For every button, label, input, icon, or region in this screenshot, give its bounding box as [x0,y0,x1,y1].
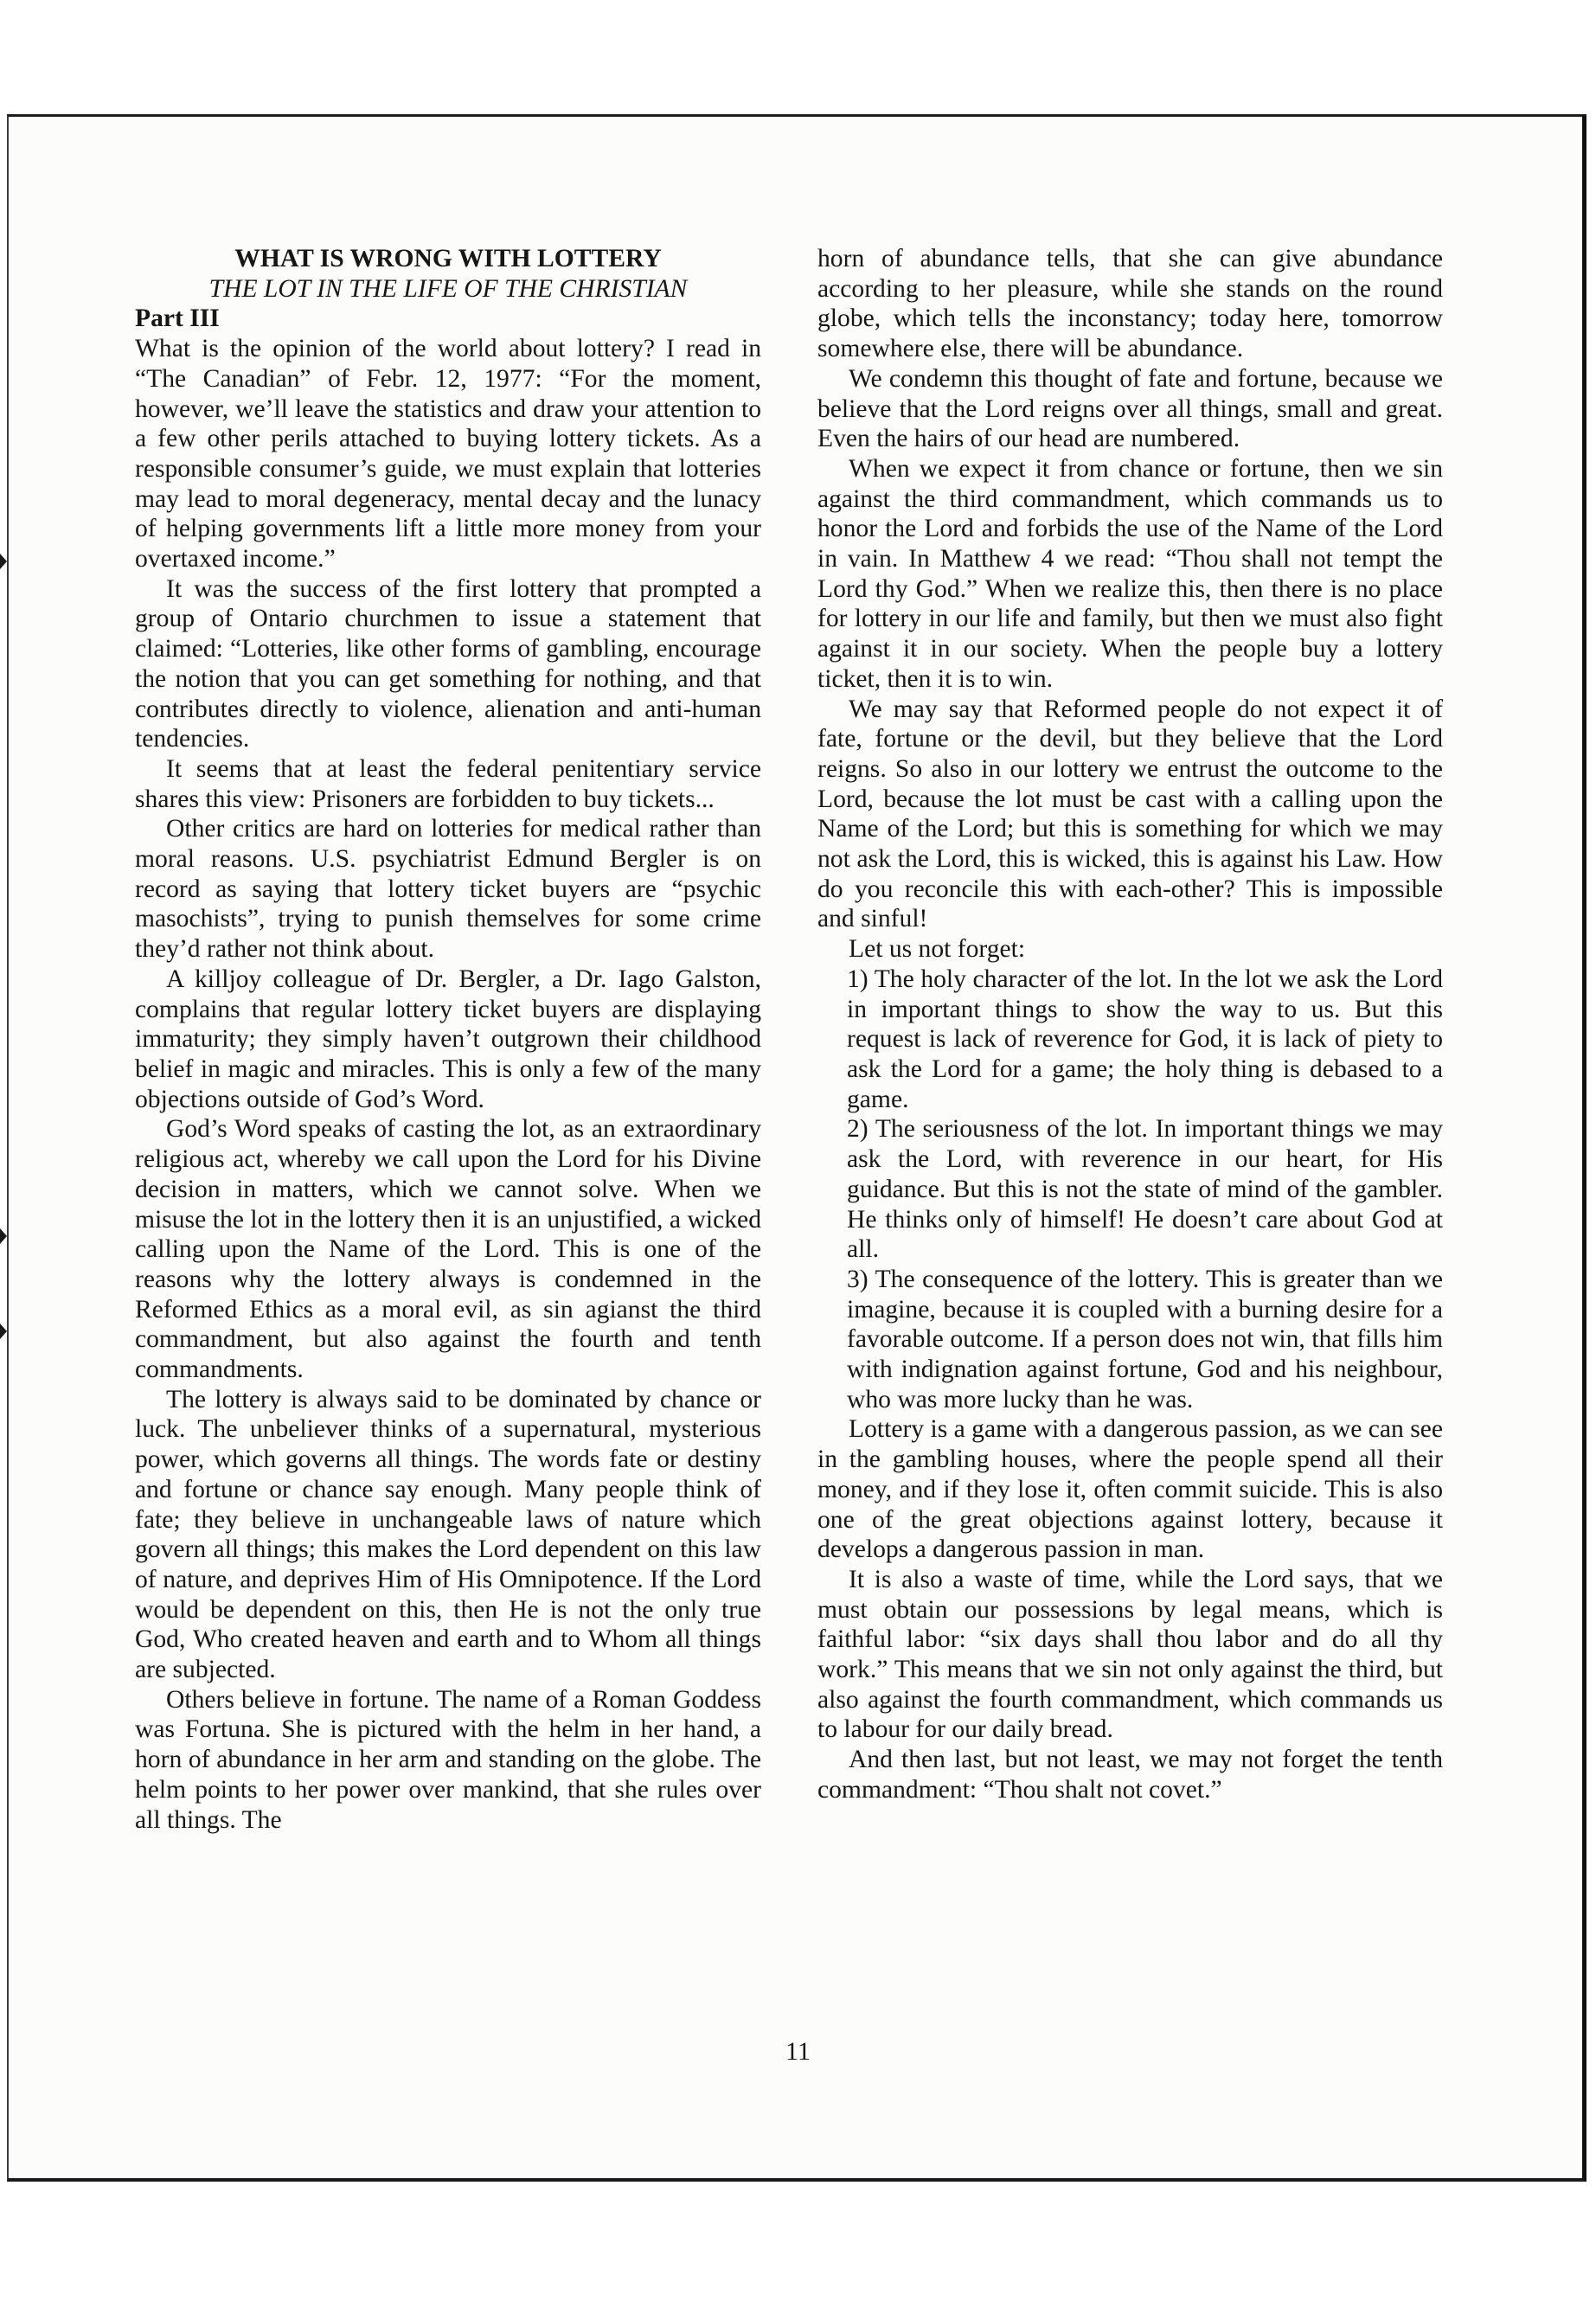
paragraph: We condemn this thought of fate and fortune, because we believe that the Lord reigns over all things, small and great. Even the hairs of our head are numbered. [817,364,1443,453]
paragraph: We may say that Reformed people do not expect it of fate, fortune or the devil, but they believe that the Lord reigns. So also in our lottery we entrust the outcome to the Lord, because the lot must be cast with a calling upon the Name of the Lord; but this is something for which we may not ask the Lord, this is wicked, this is against his Law. How do you reconcile this with each-other? This is impossible and sinful! [817,695,1443,933]
list-item: 3) The consequence of the lottery. This is greater than we imagine, because it is coupled with a burning desire for a favorable outcome. If a person does not win, that fills him with indignation against fortune, God and his neighbour, who was more lucky than he was. [847,1265,1443,1413]
paragraph: And then last, but not least, we may not forget the tenth commandment: “Thou shalt not covet.” [817,1746,1443,1804]
paragraph: When we expect it from chance or fortune, then we sin against the third commandment, which commands us to honor the Lord and forbids the use of the Name of the Lord in vain. In Matthew 4 we read: “Thou shall not tempt the Lord thy God.” When we realize this, then there is no place for lottery in our life and family, but then we must also fight against it in our society. When the people buy a lottery ticket, then it is to win. [817,454,1443,693]
paragraph: What is the opinion of the world about lottery? I read in “The Canadian” of Febr. 12, 1977: “For the moment, however, we’ll leave the statistics and draw your attention to a few other perils attached to buying lottery tickets. As a responsible consumer’s guide, we must explain that lotteries may lead to moral degeneracy, mental decay and the lunacy of helping governments lift a little more money from your overtaxed income.” [135,335,761,574]
paragraph: Others believe in fortune. The name of a Roman Goddess was Fortuna. She is pictured with the helm in her hand, a horn of abundance in her arm and standing on the globe. The helm points to her power over mankind, that she rules over all things. The [135,1685,761,1834]
paragraph: A killjoy colleague of Dr. Bergler, a Dr. Iago Galston, complains that regular lottery ticket buyers are displaying immaturity; they simply haven’t outgrown their childhood belief in magic and miracles. This is only a few of the many objections outside of God’s Word. [135,965,761,1113]
paragraph: The lottery is always said to be dominated by chance or luck. The unbeliever thinks of a supernatural, mysterious power, which governs all things. The words fate or destiny and fortune or chance say enough. Many people think of fate; they believe in unchangeable laws of nature which govern all things; this makes the Lord dependent on this law of nature, and deprives Him of His Omnipotence. If the Lord would be dependent on this, then He is not the only true God, Who created heaven and earth and to Whom all things are subjected. [135,1385,761,1684]
list-item: 1) The holy character of the lot. In the lot we ask the Lord in important things to show the way to us. But this request is lack of reverence for God, it is lack of piety to ask the Lord for a game; the holy thing is debased to a game. [847,965,1443,1113]
paragraph: God’s Word speaks of casting the lot, as an extraordinary religious act, whereby we call upon the Lord for his Divine decision in matters, which we cannot solve. When we misuse the lot in the lottery then it is an unjustified, a wicked calling upon the Name of the Lord. This is one of the reasons why the lottery always is condemned in the Reformed Ethics as a moral evil, as sin agianst the third commandment, but also against the fourth and tenth commandments. [135,1115,761,1384]
paragraph: It seems that at least the federal penitentiary service shares this view: Prisoners are forbidden to buy tickets... [135,754,761,813]
margin-mark [0,1228,7,1244]
article-subtitle: THE LOT IN THE LIFE OF THE CHRISTIAN [208,274,688,303]
page-number: 11 [785,2037,811,2066]
right-column [817,244,1443,1805]
list-item: 2) The seriousness of the lot. In important things we may ask the Lord, with reverence in our heart, for His guidance. But this is not the state of mind of the gambler. He thinks only of himself! He doesn’t care about God at all. [847,1115,1443,1264]
margin-mark [0,1324,7,1339]
article-title: WHAT IS WRONG WITH LOTTERY [234,245,662,272]
left-column [135,244,761,1835]
article-part: Part III [135,304,220,333]
paragraph: It was the success of the first lottery that prompted a group of Ontario churchmen to issue a statement that claimed: “Lotteries, like other forms of gambling, encourage the notion that you can get something for nothing, and that contributes directly to violence, alienation and anti-human tendencies. [135,574,761,753]
margin-mark [0,554,7,569]
paragraph: Lottery is a game with a dangerous passion, as we can see in the gambling houses, where the people spend all their money, and if they lose it, often commit suicide. This is also one of the great objections against lottery, because it develops a dangerous passion in man. [817,1415,1444,1564]
paragraph: horn of abundance tells, that she can give abundance according to her pleasure, while she stands on the round globe, which tells the inconstancy; today here, tomorrow somewhere else, there will be abundance. [817,245,1443,363]
paragraph: It is also a waste of time, while the Lord says, that we must obtain our possessions by legal means, which is faithful labor: “six days shall thou labor and do all thy work.” This means that we sin not only against the third, but also against the fourth commandment, which commands us to labour for our daily bread. [817,1565,1443,1744]
paragraph: Other critics are hard on lotteries for medical rather than moral reasons. U.S. psychiatrist Edmund Bergler is on record as saying that lottery ticket buyers are “psychic masochists”, trying to punish themselves for some crime they’d rather not think about. [135,815,761,964]
paragraph: Let us not forget: [849,935,1026,964]
